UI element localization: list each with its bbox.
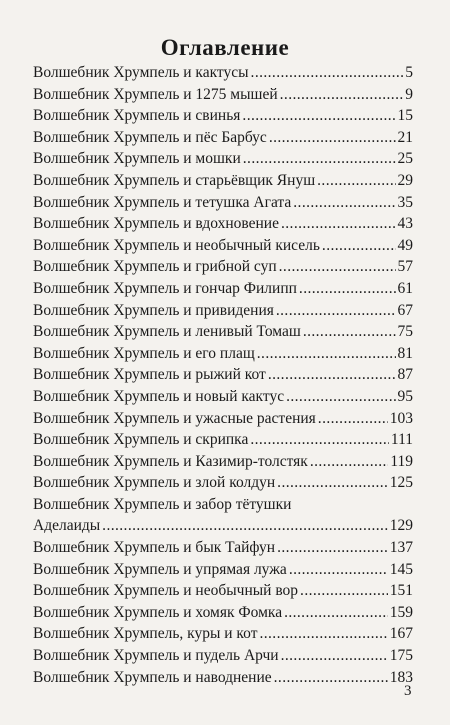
toc-entry-title: Волшебник Хрумпель и хомяк Фомка [33,603,283,621]
toc-leader-dots [259,623,387,645]
toc-leader-dots [251,62,404,84]
toc-entry-title: Волшебник Хрумпель и забор тётушки [33,495,292,513]
toc-leader-dots [242,105,395,127]
toc-leader-dots [299,278,396,300]
toc-entry [33,364,413,386]
toc-entry-page: 183 [389,668,413,686]
toc-leader-dots [274,667,388,689]
toc-entry-page: 95 [397,387,413,405]
toc-entry [33,645,413,667]
toc-entry-title: Волшебник Хрумпель и необычный кисель [33,236,320,254]
toc-entry-page: 21 [397,128,413,146]
toc-entry [33,623,413,645]
toc-entry-page: 167 [389,625,413,643]
toc-leader-dots [268,364,396,386]
toc-entry-page: 43 [397,215,413,233]
toc-entry-page: 119 [390,452,413,470]
toc-entry-title: Волшебник Хрумпель и привидения [33,301,274,319]
toc-entry [33,235,413,257]
toc-entry-title: Волшебник Хрумпель и скрипка [33,431,249,449]
toc-entry [33,494,413,537]
toc-entry-title: Волшебник Хрумпель и новый кактус [33,387,285,405]
toc-leader-dots [318,408,388,430]
toc-entry-title: Волшебник Хрумпель и его плащ [33,344,255,362]
toc-leader-dots [277,472,388,494]
toc-entry-page: 49 [397,236,413,254]
toc-entry [33,343,413,365]
toc-entry-title: Волшебник Хрумпель и свинья [33,107,241,125]
toc-entry [33,127,413,149]
toc-entry-title: Волшебник Хрумпель и упрямая лужа [33,560,287,578]
toc-entry [33,213,413,235]
toc-entry-title: Волшебник Хрумпель и тетушка Агата [33,193,292,211]
page-title: Оглавление [160,35,290,60]
toc-entry-page: 145 [389,560,413,578]
toc-leader-dots [269,127,396,149]
toc-entry-page: 61 [397,279,413,297]
toc-leader-dots [286,386,395,408]
toc-leader-dots [293,192,395,214]
toc-entry-page: 137 [389,539,413,557]
toc-leader-dots [300,580,388,602]
toc-entry-continuation [33,515,413,537]
toc-entry-page: 111 [390,431,413,449]
toc-entry-page: 25 [397,150,413,168]
toc-entry [33,472,413,494]
toc-leader-dots [322,235,396,257]
toc-entry [33,537,413,559]
toc-entry-page: 151 [389,582,413,600]
toc-leader-dots [303,321,396,343]
toc-entry [33,256,413,278]
toc-leader-dots [276,300,396,322]
toc-entry-page: 129 [389,517,413,535]
toc-entry-page: 75 [397,323,413,341]
toc-leader-dots [257,343,396,365]
toc-entry-page: 15 [397,107,413,125]
toc-entry [33,84,413,106]
toc-entry [33,429,413,451]
toc-entry-title: Волшебник Хрумпель и пудель Арчи [33,647,279,665]
toc-leader-dots [279,256,396,278]
toc-entry [33,580,413,602]
toc-entry [33,451,413,473]
table-of-contents [33,62,413,688]
toc-entry [33,667,413,689]
toc-leader-dots [310,451,388,473]
toc-entry-page: 103 [389,409,413,427]
toc-leader-dots [250,429,389,451]
toc-entry-title: Волшебник Хрумпель и рыжий кот [33,366,266,384]
toc-entry-page: 5 [405,64,413,81]
toc-entry-page: 175 [389,647,413,665]
toc-entry-page: 81 [397,344,413,362]
toc-entry-title: Волшебник Хрумпель и Казимир-толстяк [33,452,308,470]
toc-entry-page: 87 [397,366,413,384]
toc-leader-dots [281,213,396,235]
toc-entry [33,148,413,170]
toc-entry-title: Волшебник Хрумпель и пёс Барбус [33,128,267,146]
toc-leader-dots [281,645,388,667]
toc-leader-dots [289,559,388,581]
toc-entry [33,62,413,84]
toc-entry [33,559,413,581]
toc-entry-title: Волшебник Хрумпель и ужасные растения [33,409,316,427]
toc-entry-title: Волшебник Хрумпель и наводнение [33,668,272,686]
toc-entry [33,602,413,624]
toc-entry-page: 29 [397,171,413,189]
page-number: 3 [404,683,412,699]
toc-entry-title: Волшебник Хрумпель и 1275 мышей [33,85,278,103]
toc-entry-title: Волшебник Хрумпель и бык Тайфун [33,539,276,557]
toc-entry-title: Волшебник Хрумпель и старьёвщик Януш [33,171,316,189]
toc-entry [33,170,413,192]
toc-entry-title: Волшебник Хрумпель и мошки [33,150,241,168]
toc-entry [33,408,413,430]
toc-entry-page: 9 [405,85,413,103]
toc-leader-dots [243,148,396,170]
toc-entry-page: 159 [389,603,413,621]
toc-entry-title: Волшебник Хрумпель и грибной суп [33,258,277,276]
toc-entry-title: Волшебник Хрумпель и ленивый Томаш [33,323,301,341]
toc-entry-page: 67 [397,301,413,319]
toc-leader-dots [277,537,388,559]
toc-leader-dots [102,515,388,537]
toc-entry-title: Волшебник Хрумпель, куры и кот [33,625,258,643]
toc-entry-title: Волшебник Хрумпель и гончар Филипп [33,279,297,297]
toc-entry [33,386,413,408]
toc-entry-page: 35 [397,193,413,211]
toc-entry-page: 125 [389,474,413,492]
toc-entry [33,278,413,300]
toc-entry-title: Волшебник Хрумпель и кактусы [33,64,249,81]
toc-leader-dots [317,170,395,192]
toc-leader-dots [280,84,404,106]
toc-entry-title: Волшебник Хрумпель и вдохновение [33,215,279,233]
toc-entry [33,300,413,322]
toc-entry [33,105,413,127]
toc-entry [33,192,413,214]
toc-leader-dots [284,602,388,624]
toc-entry-title: Волшебник Хрумпель и злой колдун [33,474,276,492]
toc-entry-page: 57 [397,258,413,276]
toc-entry-title-line2: Аделаиды [33,517,101,535]
toc-entry [33,321,413,343]
toc-entry-title: Волшебник Хрумпель и необычный вор [33,582,299,600]
